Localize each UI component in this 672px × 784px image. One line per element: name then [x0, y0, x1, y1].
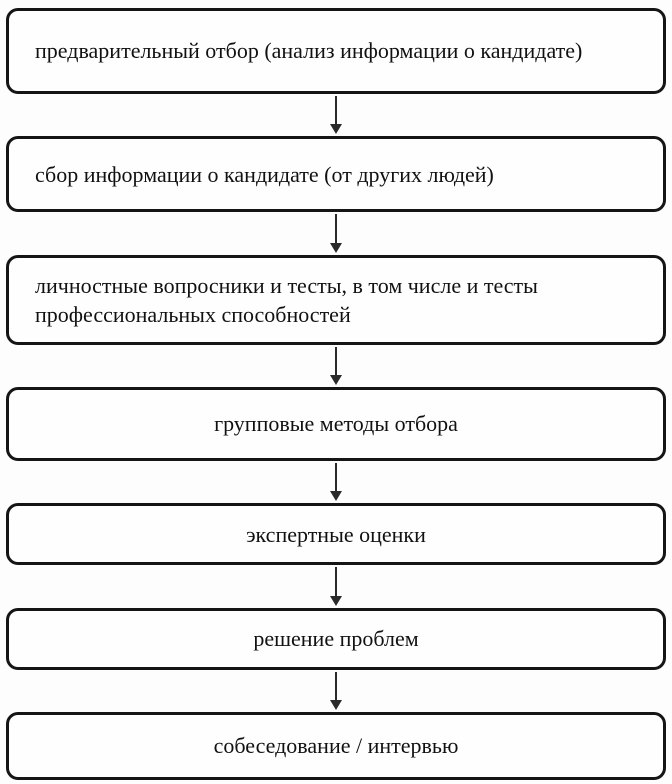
flow-step-problem-solving — [6, 608, 666, 670]
down-arrow-icon — [6, 461, 666, 503]
arrow-head — [330, 124, 342, 134]
arrow-head — [330, 700, 342, 710]
arrow-shaft — [335, 96, 337, 125]
flow-step-label: предварительный отбор (анализ информации о кандидате) — [35, 38, 583, 64]
arrow-shaft — [335, 214, 337, 243]
down-arrow-icon — [6, 565, 666, 607]
arrow-shaft — [335, 347, 337, 376]
flow-step-personality-tests — [6, 255, 666, 345]
down-arrow-icon — [6, 345, 666, 387]
flow-step-interview — [6, 712, 666, 780]
arrow-head — [330, 491, 342, 501]
flow-step-group-methods — [6, 387, 666, 461]
flow-step-information-gathering — [6, 136, 666, 212]
down-arrow-icon — [6, 94, 666, 136]
arrow-shaft — [335, 463, 337, 492]
flow-step-label: сбор информации о кандидате (от других людей) — [35, 161, 494, 187]
flow-step-expert-evaluations — [6, 503, 666, 565]
down-arrow-icon — [6, 670, 666, 712]
arrow-head — [330, 243, 342, 253]
flow-step-label: экспертные оценки — [246, 521, 426, 547]
arrow-shaft — [335, 567, 337, 596]
arrow-shaft — [335, 672, 337, 701]
arrow-head — [330, 596, 342, 606]
down-arrow-icon — [6, 212, 666, 254]
flow-step-preliminary-selection — [6, 8, 666, 94]
arrow-head — [330, 375, 342, 385]
flow-step-label: личностные вопросники и тесты, в том числе и тесты профессиональных способностей — [35, 272, 538, 327]
flow-step-label: решение проблем — [253, 626, 419, 652]
flow-step-label: групповые методы отбора — [214, 411, 458, 437]
flow-step-label: собеседование / интервью — [213, 733, 459, 759]
